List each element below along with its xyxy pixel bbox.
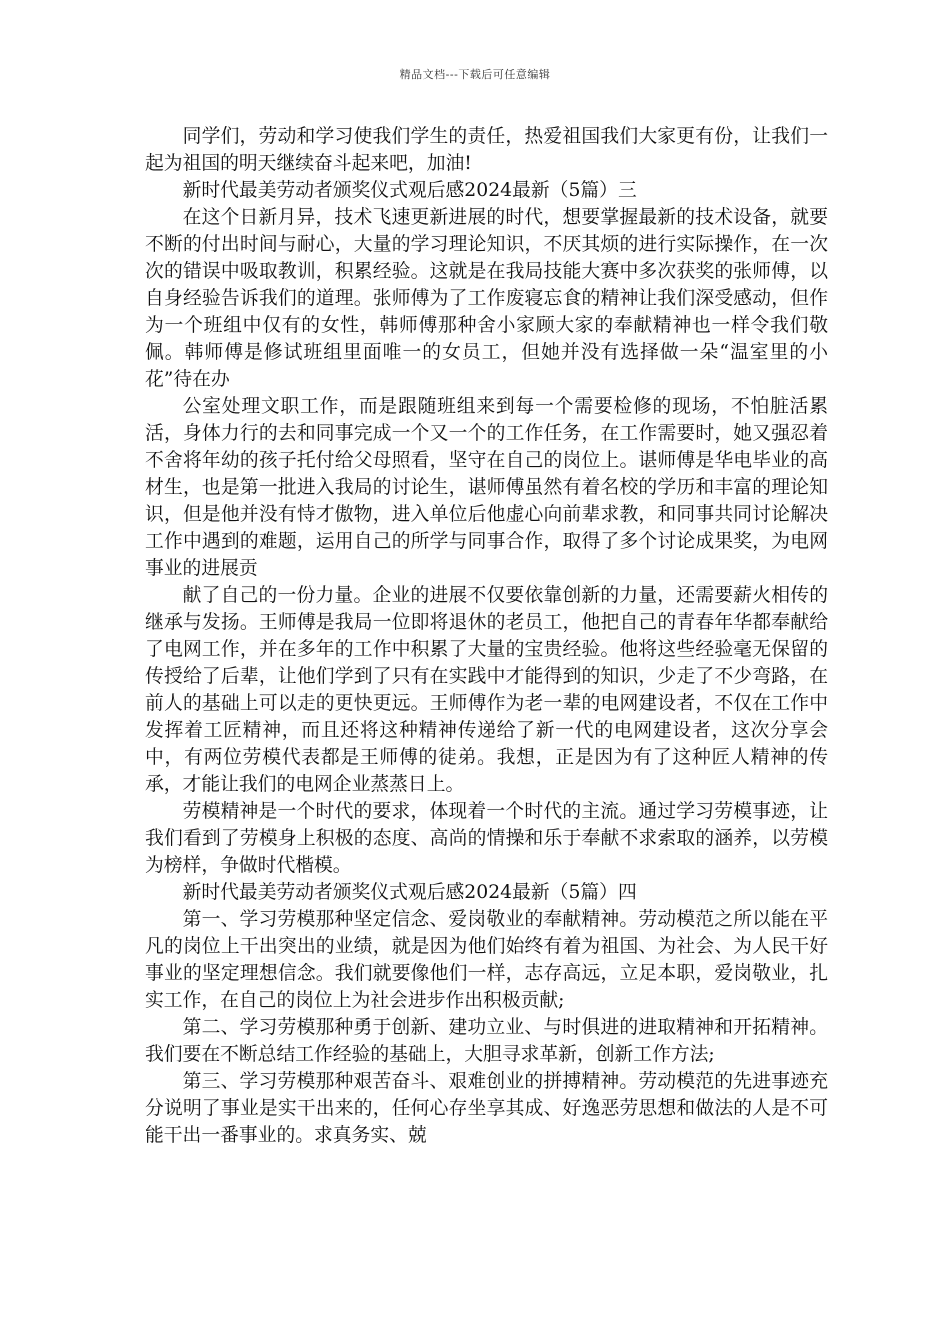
paragraph-third: 第三、学习劳模那种艰苦奋斗、艰难创业的拼搏精神。劳动模范的先进事迹充分说明了事业是实干出来的，任何心存坐享其成、好逸恶劳思想和做法的人是不可能干出一番事业的。求真务实、兢 (145, 1071, 828, 1146)
document-body (145, 123, 828, 1149)
section-heading-three: 新时代最美劳动者颁奖仪式观后感2024最新（5篇）三 (182, 180, 637, 201)
paragraph-han-chen: 公室处理文职工作，而是跟随班组来到每一个需要检修的现场，不怕脏活累活，身体力行的去和同事完成一个又一个的工作任务，在工作需要时，她又强忍着不舍将年幼的孩子托付给父母照看，坚守在自己的岗位上。谌师傅是华电毕业的高材生，也是第一批进入我局的讨论生，谌师傅虽然有着名校的学历和丰富的理论知识，但是他并没有恃才傲物，进入单位后他虚心向前辈求教，和同事共同讨论解决工作中遇到的难题，运用自己的所学与同事合作，取得了多个讨论成果奖，为电网事业的进展贡 (145, 396, 828, 579)
paragraph-second: 第二、学习劳模那种勇于创新、建功立业、与时俱进的进取精神和开拓精神。我们要在不断总结工作经验的基础上，大胆寻求革新，创新工作方法; (145, 1017, 828, 1065)
page-header: 精品文档---下载后可任意编辑 (399, 68, 551, 81)
paragraph-wang: 献了自己的一份力量。企业的进展不仅要依靠创新的力量，还需要薪火相传的继承与发扬。王师傅是我局一位即将退休的老员工，他把自己的青春年华都奉献给了电网工作，并在多年的工作中积累了大量的宝贵经验。他将这些经验毫无保留的传授给了后辈，让他们学到了只有在实践中才能得到的知识，少走了不少弯路，在前人的基础上可以走的更快更远。王师傅作为老一辈的电网建设者，不仅在工作中发挥着工匠精神，而且还将这种精神传递给了新一代的电网建设者，这次分享会中，有两位劳模代表都是王师傅的徒弟。我想，正是因为有了这种匠人精神的传承，才能让我们的电网企业蒸蒸日上。 (145, 585, 828, 795)
paragraph-model-spirit: 劳模精神是一个时代的要求，体现着一个时代的主流。通过学习劳模事迹，让我们看到了劳模身上积极的态度、高尚的情操和乐于奉献不求索取的涵养，以劳模为榜样，争做时代楷模。 (145, 801, 828, 876)
paragraph-zhang-han: 在这个日新月异，技术飞速更新进展的时代，想要掌握最新的技术设备，就要不断的付出时间与耐心，大量的学习理论知识，不厌其烦的进行实际操作，在一次次的错误中吸取教训，积累经验。这就是在我局技能大赛中多次获奖的张师傅，以自身经验告诉我们的道理。张师傅为了工作废寝忘食的精神让我们深受感动，但作为一个班组中仅有的女性，韩师傅那种舍小家顾大家的奉献精神也一样令我们敬佩。韩师傅是修试班组里面唯一的女员工，但她并没有选择做一朵“温室里的小花”待在办 (145, 207, 828, 390)
section-heading-four: 新时代最美劳动者颁奖仪式观后感2024最新（5篇）四 (182, 882, 637, 903)
paragraph-closing-cheer: 同学们，劳动和学习使我们学生的责任，热爱祖国我们大家更有份，让我们一起为祖国的明天继续奋斗起来吧，加油! (145, 126, 828, 174)
paragraph-first: 第一、学习劳模那种坚定信念、爱岗敬业的奉献精神。劳动模范之所以能在平凡的岗位上干出突出的业绩，就是因为他们始终有着为祖国、为社会、为人民干好事业的坚定理想信念。我们就要像他们一样，志存高远，立足本职，爱岗敬业，扎实工作，在自己的岗位上为社会进步作出积极贡献; (145, 909, 828, 1011)
